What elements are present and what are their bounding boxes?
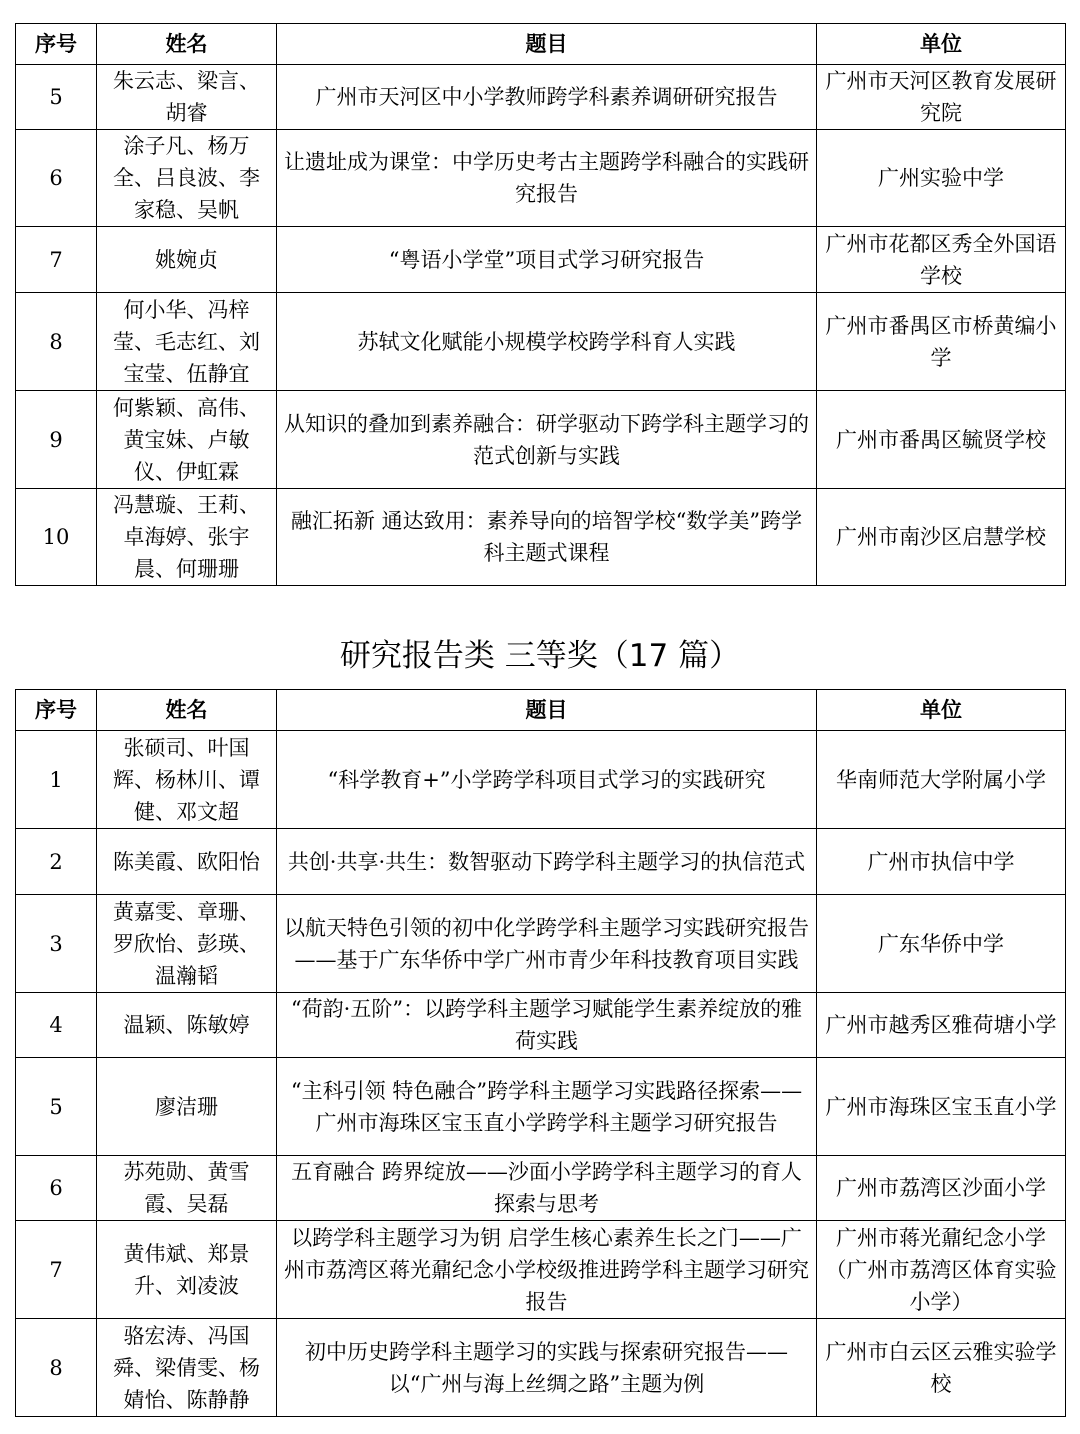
cell-unit: 广州市荔湾区沙面小学 (817, 1156, 1066, 1221)
cell-seq: 1 (16, 731, 97, 829)
table-row (16, 895, 1066, 993)
cell-title: 融汇拓新 通达致用：素养导向的培智学校“数学美”跨学科主题式课程 (277, 489, 817, 586)
cell-name: 何小华、冯梓莹、毛志红、刘宝莹、伍静宜 (97, 293, 277, 391)
cell-seq: 9 (16, 391, 97, 489)
header-unit: 单位 (817, 690, 1066, 731)
cell-title: 从知识的叠加到素养融合：研学驱动下跨学科主题学习的范式创新与实践 (277, 391, 817, 489)
cell-name: 苏苑勋、黄雪霞、吴磊 (97, 1156, 277, 1221)
header-title: 题目 (277, 24, 817, 65)
table-header-row (16, 24, 1066, 65)
cell-seq: 2 (16, 829, 97, 895)
cell-title: 以航天特色引领的初中化学跨学科主题学习实践研究报告——基于广东华侨中学广州市青少年科技教育项目实践 (277, 895, 817, 993)
table-header-row (16, 690, 1066, 731)
cell-unit: 广州市番禺区市桥黄编小学 (817, 293, 1066, 391)
cell-seq: 3 (16, 895, 97, 993)
table-row (16, 130, 1066, 227)
table-row (16, 829, 1066, 895)
cell-seq: 5 (16, 1058, 97, 1156)
cell-name: 张硕司、叶国辉、杨林川、谭健、邓文超 (97, 731, 277, 829)
cell-seq: 8 (16, 1319, 97, 1417)
cell-title: 共创·共享·共生：数智驱动下跨学科主题学习的执信范式 (277, 829, 817, 895)
cell-title: 初中历史跨学科主题学习的实践与探索研究报告——以“广州与海上丝绸之路”主题为例 (277, 1319, 817, 1417)
cell-name: 廖洁珊 (97, 1058, 277, 1156)
header-name: 姓名 (97, 690, 277, 731)
award-table-part2 (15, 689, 1066, 1417)
header-seq: 序号 (16, 24, 97, 65)
cell-title: “粤语小学堂”项目式学习研究报告 (277, 227, 817, 293)
cell-name: 温颖、陈敏婷 (97, 993, 277, 1058)
cell-unit: 广州市南沙区启慧学校 (817, 489, 1066, 586)
cell-name: 黄伟斌、郑景升、刘凌波 (97, 1221, 277, 1319)
table-row (16, 489, 1066, 586)
cell-title: 五育融合 跨界绽放——沙面小学跨学科主题学习的育人探索与思考 (277, 1156, 817, 1221)
table-row (16, 1058, 1066, 1156)
cell-title: “科学教育+”小学跨学科项目式学习的实践研究 (277, 731, 817, 829)
table-row (16, 293, 1066, 391)
header-title: 题目 (277, 690, 817, 731)
header-unit: 单位 (817, 24, 1066, 65)
table-row (16, 1319, 1066, 1417)
cell-name: 骆宏涛、冯国舜、梁倩雯、杨婧怡、陈静静 (97, 1319, 277, 1417)
cell-name: 何紫颖、高伟、黄宝妹、卢敏仪、伊虹霖 (97, 391, 277, 489)
cell-seq: 7 (16, 1221, 97, 1319)
table-row (16, 1156, 1066, 1221)
award-table-part1 (15, 23, 1066, 586)
cell-name: 涂子凡、杨万全、吕良波、李家稳、吴帆 (97, 130, 277, 227)
cell-unit: 广州市蒋光鼐纪念小学（广州市荔湾区体育实验小学） (817, 1221, 1066, 1319)
section-title: 研究报告类 三等奖（17 篇） (339, 638, 741, 674)
table-row (16, 227, 1066, 293)
table-row (16, 65, 1066, 130)
table-row (16, 993, 1066, 1058)
cell-seq: 5 (16, 65, 97, 130)
cell-title: “主科引领 特色融合”跨学科主题学习实践路径探索——广州市海珠区宝玉直小学跨学科主题学习研究报告 (277, 1058, 817, 1156)
header-seq: 序号 (16, 690, 97, 731)
cell-seq: 6 (16, 1156, 97, 1221)
cell-title: “荷韵·五阶”：以跨学科主题学习赋能学生素养绽放的雅荷实践 (277, 993, 817, 1058)
cell-seq: 4 (16, 993, 97, 1058)
cell-seq: 6 (16, 130, 97, 227)
table-row (16, 731, 1066, 829)
cell-name: 姚婉贞 (97, 227, 277, 293)
cell-unit: 华南师范大学附属小学 (817, 731, 1066, 829)
cell-title: 以跨学科主题学习为钥 启学生核心素养生长之门——广州市荔湾区蒋光鼐纪念小学校级推进跨学科主题学习研究报告 (277, 1221, 817, 1319)
cell-unit: 广州市天河区教育发展研究院 (817, 65, 1066, 130)
table-row (16, 1221, 1066, 1319)
cell-title: 广州市天河区中小学教师跨学科素养调研研究报告 (277, 65, 817, 130)
cell-name: 朱云志、梁言、胡睿 (97, 65, 277, 130)
cell-title: 让遗址成为课堂：中学历史考古主题跨学科融合的实践研究报告 (277, 130, 817, 227)
cell-unit: 广州市白云区云雅实验学校 (817, 1319, 1066, 1417)
cell-unit: 广州市花都区秀全外国语学校 (817, 227, 1066, 293)
cell-unit: 广东华侨中学 (817, 895, 1066, 993)
cell-unit: 广州市执信中学 (817, 829, 1066, 895)
header-name: 姓名 (97, 24, 277, 65)
cell-unit: 广州市越秀区雅荷塘小学 (817, 993, 1066, 1058)
cell-name: 黄嘉雯、章珊、罗欣怡、彭瑛、温瀚韬 (97, 895, 277, 993)
cell-seq: 10 (16, 489, 97, 586)
cell-seq: 7 (16, 227, 97, 293)
table-row (16, 391, 1066, 489)
cell-title: 苏轼文化赋能小规模学校跨学科育人实践 (277, 293, 817, 391)
cell-unit: 广州市番禺区毓贤学校 (817, 391, 1066, 489)
cell-unit: 广州市海珠区宝玉直小学 (817, 1058, 1066, 1156)
cell-name: 冯慧璇、王莉、卓海婷、张宇晨、何珊珊 (97, 489, 277, 586)
cell-unit: 广州实验中学 (817, 130, 1066, 227)
cell-seq: 8 (16, 293, 97, 391)
cell-name: 陈美霞、欧阳怡 (97, 829, 277, 895)
